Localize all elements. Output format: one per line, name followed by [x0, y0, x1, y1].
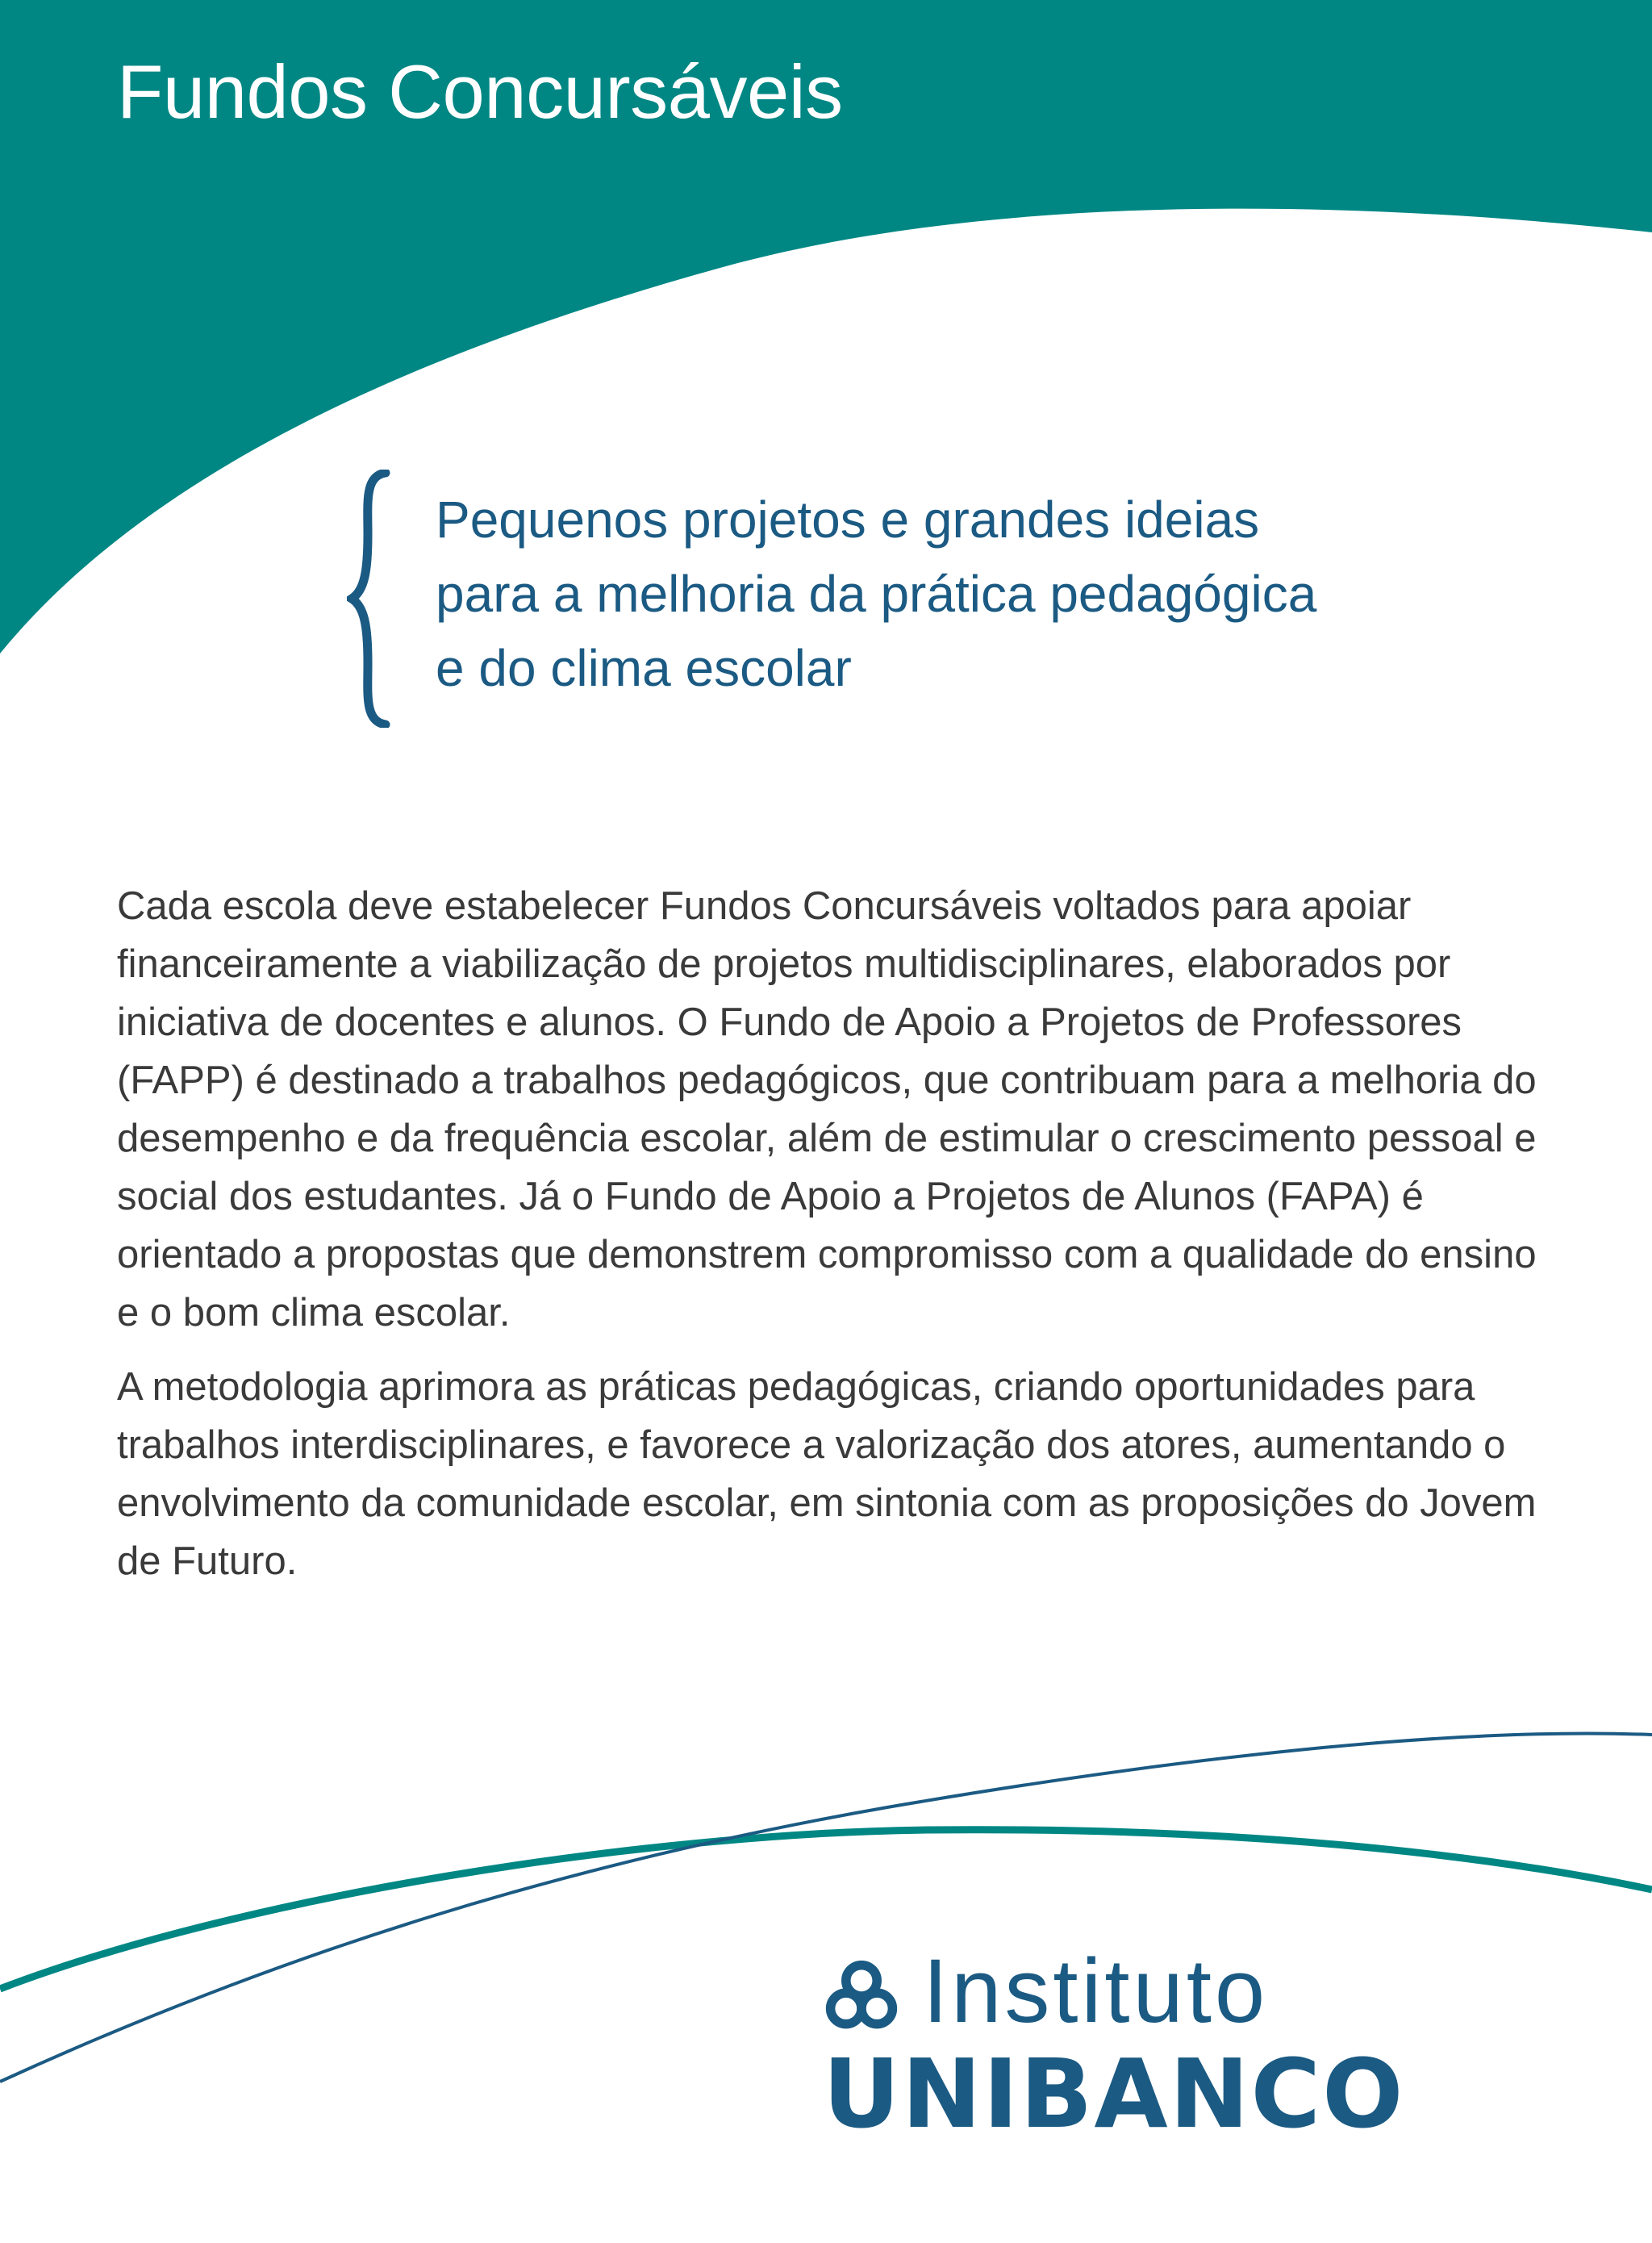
tagline [436, 482, 1404, 705]
tagline-line: Pequenos projetos e grandes ideias [436, 491, 1260, 549]
instituto-unibanco-logo [823, 1940, 1549, 2149]
body-text [117, 877, 1537, 1606]
body-paragraph: Cada escola deve estabelecer Fundos Concursáveis voltados para apoiar financeiramente a viabilização de projetos multidisciplinares, elaborados por iniciativa de docentes e alunos. O Fundo de Apoio a Projetos de Professores (FAPP) é destinado a trabalhos pedagógicos, que contribuam para a melhoria do desempenho e da frequência escolar, além de estimular o crescimento pessoal e social dos estudantes. Já o Fundo de Apoio a Projetos de Alunos (FAPA) é orientado a propostas que demonstrem compromisso com a qualidade do ensino e o bom clima escolar. [117, 884, 1537, 1335]
unibanco-knot-icon [823, 1957, 900, 2035]
logo-instituto-text: Instituto [923, 1940, 1269, 2041]
tagline-line: e do clima escolar [436, 639, 852, 697]
tagline-line: para a melhoria da prática pedagógica [436, 565, 1317, 623]
logo-unibanco-text: UNIBANCO [823, 2038, 1405, 2149]
body-paragraph: A metodologia aprimora as práticas pedagógicas, criando oportunidades para trabalhos interdisciplinares, e favorece a valorização dos atores, aumentando o envolvimento da comunidade escolar, em sintonia com as proposições do Jovem de Futuro. [117, 1365, 1537, 1583]
left-brace-icon [347, 470, 395, 728]
page-title: Fundos Concursáveis [117, 49, 843, 134]
